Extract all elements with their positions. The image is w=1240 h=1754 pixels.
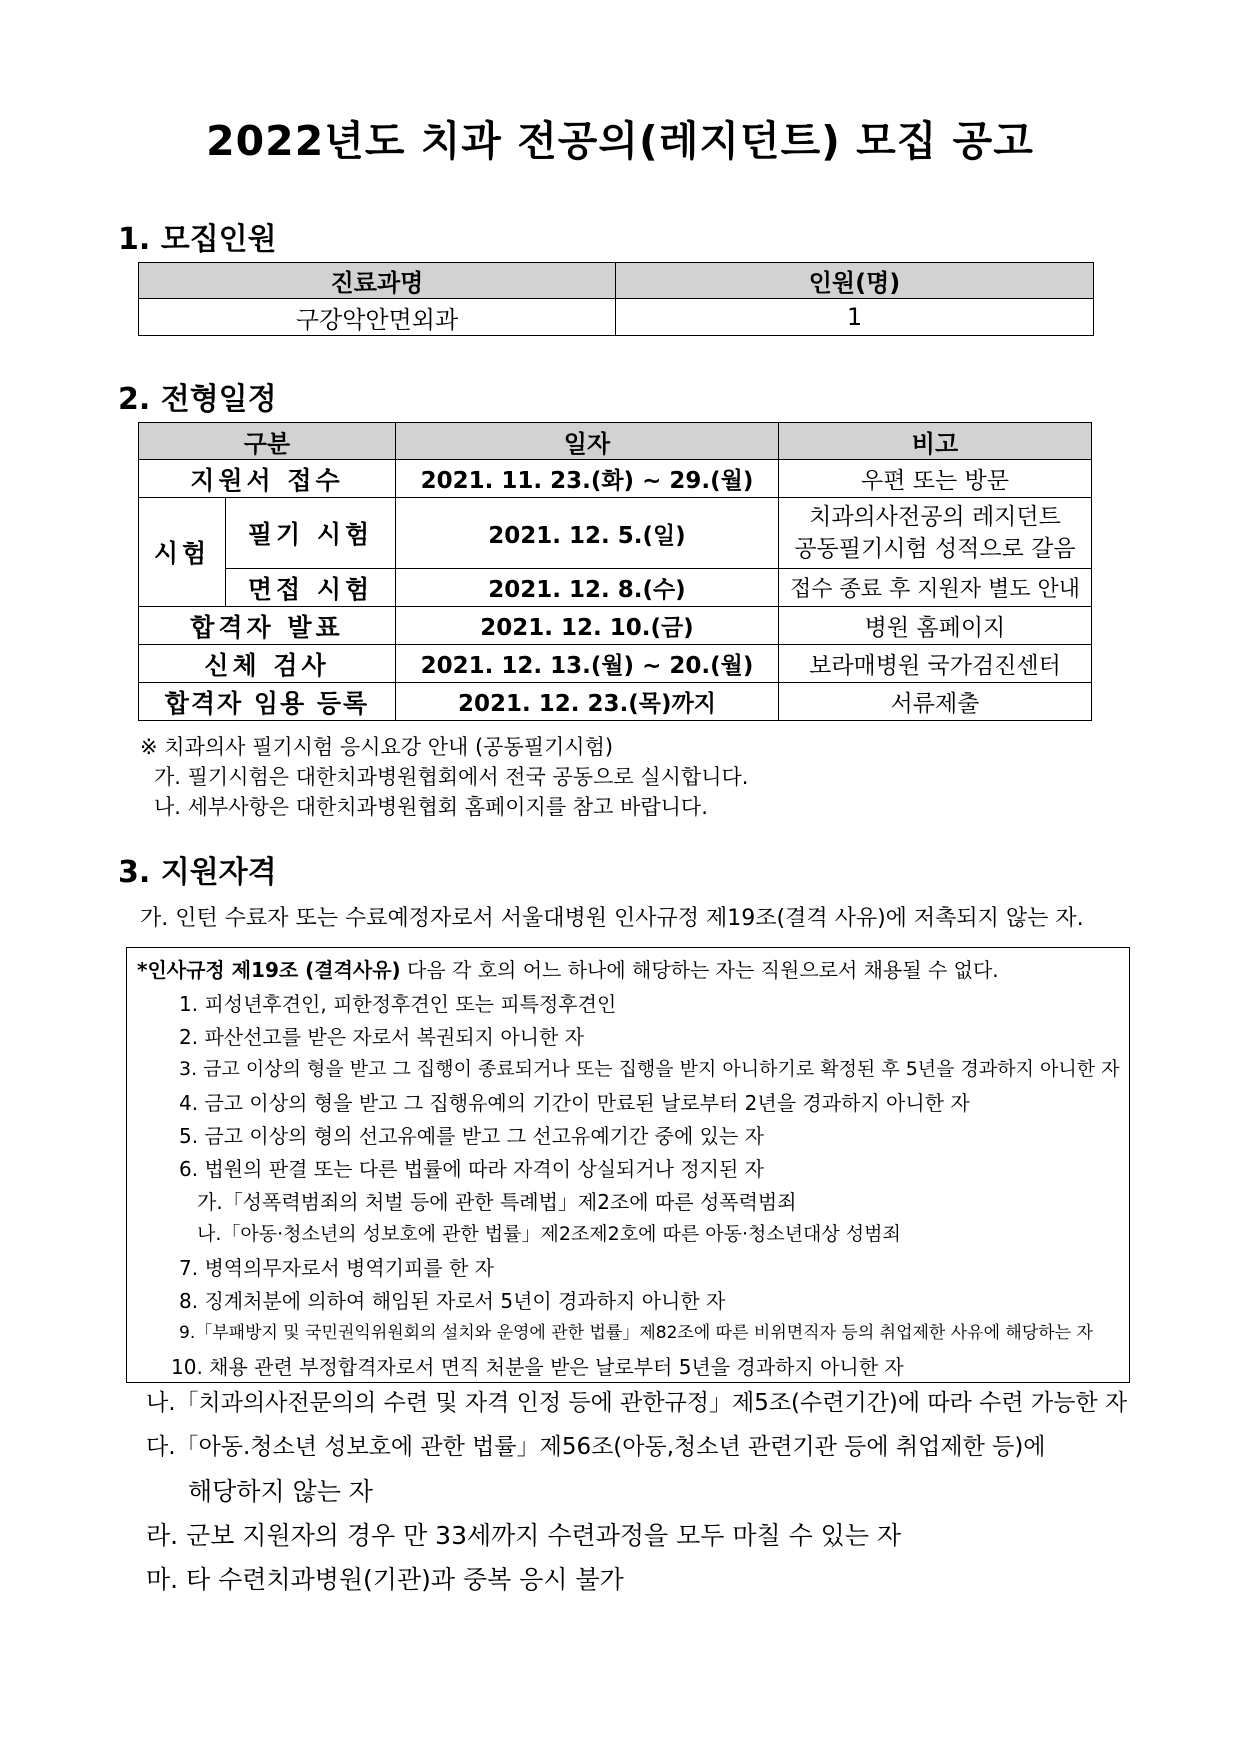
col-header-dept: 진료과명	[139, 263, 616, 299]
list-item: 8. 징계처분에 의하여 해임된 자로서 5년이 경과하지 아니한 자	[179, 1289, 726, 1313]
qualification-ra: 라. 군보 지원자의 경우 만 33세까지 수련과정을 모두 마칠 수 있는 자	[146, 1521, 902, 1550]
apply-note: 우편 또는 방문	[778, 460, 1091, 498]
box-heading	[137, 954, 999, 983]
result-date: 2021. 12. 10.(금)	[395, 607, 778, 645]
page-title: 2022년도 치과 전공의(레지던트) 모집 공고	[206, 117, 1034, 165]
list-item: 7. 병역의무자로서 병역기피를 한 자	[179, 1256, 494, 1280]
apply-label: 지원서 접수	[139, 460, 396, 498]
table-row	[139, 683, 1092, 721]
col-header-remark: 비고	[778, 423, 1091, 460]
list-item: 2. 파산선고를 받은 자로서 복권되지 아니한 자	[179, 1025, 584, 1049]
list-item: 9.「부패방지 및 국민권익위원회의 설치와 운영에 관한 법률」제82조에 따른 비위면직자 등의 취업제한 사유에 해당하는 자	[179, 1323, 1093, 1343]
list-item: 10. 채용 관련 부정합격자로서 면직 처분을 받은 날로부터 5년을 경과하지 아니한 자	[171, 1355, 904, 1379]
qualification-ga: 가. 인턴 수료자 또는 수료예정자로서 서울대병원 인사규정 제19조(결격 사유)에 저촉되지 않는 자.	[140, 906, 1084, 931]
table-row	[139, 645, 1092, 683]
list-item: 5. 금고 이상의 형의 선고유예를 받고 그 선고유예기간 중에 있는 자	[179, 1124, 764, 1148]
qualification-ma: 마. 타 수련치과병원(기관)과 중복 응시 불가	[146, 1565, 624, 1594]
list-item: 4. 금고 이상의 형을 받고 그 집행유예의 기간이 만료된 날로부터 2년을 경과하지 아니한 자	[179, 1091, 970, 1115]
register-note: 서류제출	[778, 683, 1091, 721]
count-cell: 1	[616, 299, 1094, 336]
register-label: 합격자 임용 등록	[139, 683, 396, 721]
written-label: 필기 시험	[226, 498, 396, 569]
interview-label: 면접 시험	[226, 569, 396, 607]
list-item: 3. 금고 이상의 형을 받고 그 집행이 종료되거나 또는 집행을 받지 아니하기로 확정된 후 5년을 경과하지 아니한 자	[179, 1058, 1120, 1080]
col-header-date: 일자	[395, 423, 778, 460]
section2-heading: 2. 전형일정	[118, 382, 277, 417]
table-row	[139, 460, 1092, 498]
disqualification-box	[126, 947, 1130, 1383]
interview-date: 2021. 12. 8.(수)	[395, 569, 778, 607]
section3-heading: 3. 지원자격	[118, 855, 277, 890]
written-date: 2021. 12. 5.(일)	[395, 498, 778, 569]
physical-note: 보라매병원 국가검진센터	[778, 645, 1091, 683]
qualification-da-line1: 다.「아동.청소년 성보호에 관한 법률」제56조(아동,청소년 관련기관 등에 취업제한 등)에	[146, 1434, 1046, 1460]
table-row	[139, 299, 1094, 336]
table-row	[139, 607, 1092, 645]
exam-note-na: 나. 세부사항은 대한치과병원협회 홈페이지를 참고 바랍니다.	[154, 795, 708, 819]
exam-note-ga: 가. 필기시험은 대한치과병원협회에서 전국 공동으로 실시합니다.	[154, 765, 749, 789]
recruit-count-table	[138, 262, 1094, 336]
physical-date: 2021. 12. 13.(월) ~ 20.(월)	[395, 645, 778, 683]
exam-note-title: ※ 치과의사 필기시험 응시요강 안내 (공동필기시험)	[140, 735, 614, 759]
table-row	[139, 498, 1092, 569]
dept-cell: 구강악안면외과	[139, 299, 616, 336]
schedule-table	[138, 422, 1092, 721]
apply-date: 2021. 11. 23.(화) ~ 29.(월)	[395, 460, 778, 498]
section1-heading: 1. 모집인원	[118, 222, 277, 257]
list-item: 나.「아동·청소년의 성보호에 관한 법률」제2조제2호에 따른 아동·청소년대상 성범죄	[197, 1223, 901, 1245]
result-label: 합격자 발표	[139, 607, 396, 645]
qualification-na: 나.「치과의사전문의의 수련 및 자격 인정 등에 관한규정」제5조(수련기간)에 따라 수련 가능한 자	[146, 1390, 1128, 1416]
written-note	[778, 498, 1091, 569]
box-heading-rest: 다음 각 호의 어느 하나에 해당하는 자는 직원으로서 채용될 수 없다.	[400, 958, 999, 982]
physical-label: 신체 검사	[139, 645, 396, 683]
result-note: 병원 홈페이지	[778, 607, 1091, 645]
list-item: 6. 법원의 판결 또는 다른 법률에 따라 자격이 상실되거나 정지된 자	[179, 1157, 764, 1181]
written-note-line2: 공동필기시험 성적으로 갈음	[794, 536, 1076, 562]
box-heading-bold: *인사규정 제19조 (결격사유)	[137, 958, 401, 982]
qualification-da-line2: 해당하지 않는 자	[188, 1477, 373, 1506]
list-item: 1. 피성년후견인, 피한정후견인 또는 피특정후견인	[179, 992, 617, 1016]
table-row	[139, 569, 1092, 607]
interview-note: 접수 종료 후 지원자 별도 안내	[778, 569, 1091, 607]
col-header-category: 구분	[139, 423, 396, 460]
register-date: 2021. 12. 23.(목)까지	[395, 683, 778, 721]
exam-label: 시험	[139, 498, 226, 607]
written-note-line1: 치과의사전공의 레지던트	[809, 504, 1061, 530]
list-item: 가.「성폭력범죄의 처벌 등에 관한 특례법」제2조에 따른 성폭력범죄	[197, 1190, 797, 1214]
col-header-count: 인원(명)	[616, 263, 1094, 299]
